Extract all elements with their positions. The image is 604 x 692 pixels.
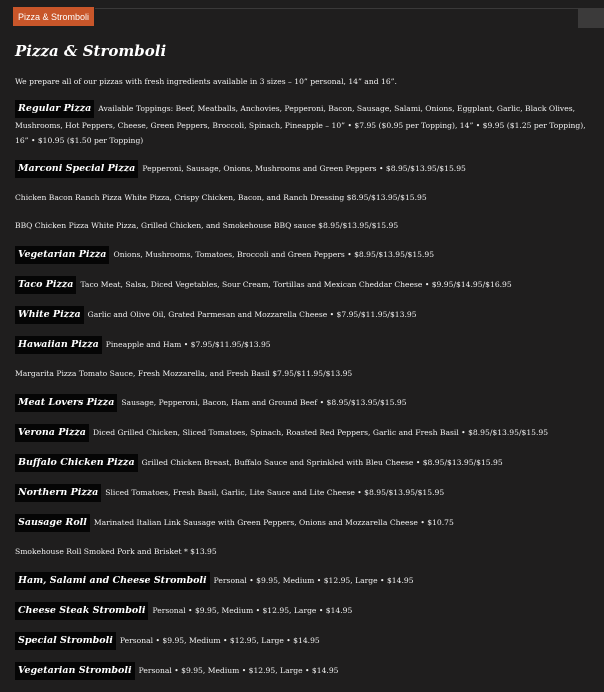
menu-item <box>15 306 595 324</box>
page-title: Pizza & Stromboli <box>15 42 167 60</box>
menu-item-name: Sausage Roll <box>15 514 90 532</box>
menu-item-description: Diced Grilled Chicken, Sliced Tomatoes, Spinach, Roasted Red Peppers, Garlic and Fresh Basil • $8.95/$13.95/$15.95 <box>92 428 549 437</box>
menu-item <box>15 100 595 148</box>
menu-item-name: Vegetarian Stromboli <box>15 662 135 680</box>
menu-item-name: Ham, Salami and Cheese Stromboli <box>15 572 210 590</box>
menu-item-description: Pineapple and Ham • $7.95/$11.95/$13.95 <box>105 340 271 349</box>
menu-item-description: Taco Meat, Salsa, Diced Vegetables, Sour Cream, Tortillas and Mexican Cheddar Cheese • $9.95/$14.95/$16.95 <box>80 280 512 289</box>
menu-item-description: Smokehouse Roll Smoked Pork and Brisket * $13.95 <box>15 547 217 556</box>
menu-item <box>15 276 595 294</box>
menu-item-name: Vegetarian Pizza <box>15 246 109 264</box>
menu-item-description: Sliced Tomatoes, Fresh Basil, Garlic, Lite Sauce and Lite Cheese • $8.95/$13.95/$15.95 <box>105 488 445 497</box>
menu-item-description: Garlic and Olive Oil, Grated Parmesan and Mozzarella Cheese • $7.95/$11.95/$13.95 <box>87 310 417 319</box>
menu-item-description: Personal • $9.95, Medium • $12.95, Large • $14.95 <box>152 606 353 615</box>
menu-item-name: Buffalo Chicken Pizza <box>15 454 138 472</box>
menu-list <box>15 100 595 692</box>
menu-item-description: Onions, Mushrooms, Tomatoes, Broccoli and Green Peppers • $8.95/$13.95/$15.95 <box>113 250 435 259</box>
menu-item-name: Taco Pizza <box>15 276 76 294</box>
menu-item-name: Verona Pizza <box>15 424 89 442</box>
menu-item <box>15 218 595 233</box>
menu-item <box>15 246 595 264</box>
menu-item-name: Marconi Special Pizza <box>15 160 138 178</box>
menu-item-name: Regular Pizza <box>15 100 94 118</box>
menu-item-description: BBQ Chicken Pizza White Pizza, Grilled Chicken, and Smokehouse BBQ sauce $8.95/$13.95/$15.95 <box>15 221 399 230</box>
menu-item <box>15 514 595 532</box>
tab-pizza-stromboli[interactable]: Pizza & Stromboli <box>13 7 94 26</box>
menu-item-description: Personal • $9.95, Medium • $12.95, Large • $14.95 <box>213 576 414 585</box>
menu-item <box>15 602 595 620</box>
menu-item <box>15 366 595 381</box>
menu-item <box>15 544 595 559</box>
menu-item <box>15 632 595 650</box>
intro-text: We prepare all of our pizzas with fresh ingredients available in 3 sizes – 10” personal, 14” and 16”. <box>15 77 397 86</box>
menu-item-description: Personal • $9.95, Medium • $12.95, Large • $14.95 <box>138 666 339 675</box>
menu-item-description: Margarita Pizza Tomato Sauce, Fresh Mozzarella, and Fresh Basil $7.95/$11.95/$13.95 <box>15 369 353 378</box>
menu-item <box>15 190 595 205</box>
menu-item-description: Sausage, Pepperoni, Bacon, Ham and Ground Beef • $8.95/$13.95/$15.95 <box>121 398 407 407</box>
menu-item <box>15 484 595 502</box>
menu-item <box>15 424 595 442</box>
menu-item-name: Meat Lovers Pizza <box>15 394 117 412</box>
menu-item-description: Grilled Chicken Breast, Buffalo Sauce and Sprinkled with Bleu Cheese • $8.95/$13.95/$15.95 <box>141 458 503 467</box>
menu-item <box>15 572 595 590</box>
menu-item-description: Personal • $9.95, Medium • $12.95, Large • $14.95 <box>119 636 320 645</box>
menu-item-description: Pepperoni, Sausage, Onions, Mushrooms and Green Peppers • $8.95/$13.95/$15.95 <box>142 164 466 173</box>
corner-button[interactable] <box>578 8 604 28</box>
menu-item <box>15 394 595 412</box>
menu-item-description: Chicken Bacon Ranch Pizza White Pizza, Crispy Chicken, Bacon, and Ranch Dressing $8.95/$13.95/$15.95 <box>15 193 427 202</box>
menu-item <box>15 454 595 472</box>
menu-item-name: White Pizza <box>15 306 84 324</box>
tab-divider <box>95 8 604 9</box>
menu-item <box>15 336 595 354</box>
menu-item-name: Special Stromboli <box>15 632 116 650</box>
menu-item-description: Marinated Italian Link Sausage with Green Peppers, Onions and Mozzarella Cheese • $10.75 <box>93 518 454 527</box>
menu-item <box>15 662 595 680</box>
menu-item-name: Hawaiian Pizza <box>15 336 102 354</box>
menu-item-name: Northern Pizza <box>15 484 101 502</box>
menu-item <box>15 160 595 178</box>
menu-item-description: Available Toppings: Beef, Meatballs, Anchovies, Pepperoni, Bacon, Sausage, Salami, Onions, Eggplant, Garlic, Black Olives, Mushrooms, Hot Peppers, Cheese, Green Peppers, Broccoli, Spinach, Pineapple – 10” • $7.95 ($0.95 per Topping), 14” • $9.95 ($1.25 per Topping), 16” • $10.95 ($1.50 per Topping) <box>15 104 586 145</box>
menu-item-name: Cheese Steak Stromboli <box>15 602 148 620</box>
